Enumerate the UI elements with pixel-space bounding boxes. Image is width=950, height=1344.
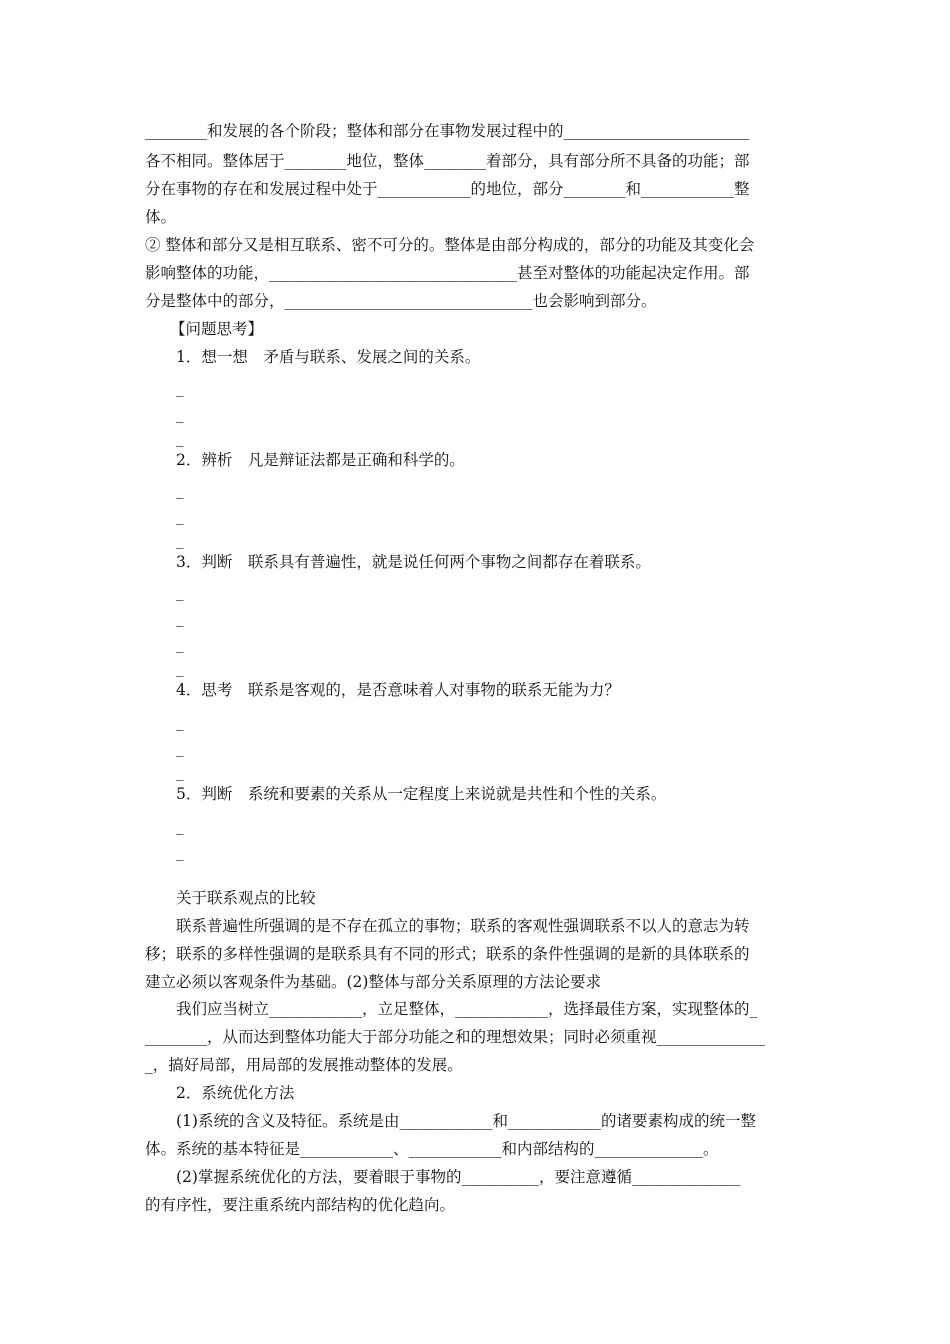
answer-blank: _ bbox=[176, 843, 184, 861]
text-line: ________，从而达到整体功能大于部分功能之和的理想效果；同时必须重视______________ bbox=[145, 1028, 766, 1046]
text-line: 影响整体的功能，________________________________甚至对整体的功能起决定作用。部 bbox=[145, 264, 750, 282]
text-line: 的有序性，要注重系统内部结构的优化趋向。 bbox=[145, 1196, 456, 1214]
answer-blank: _ bbox=[176, 405, 184, 423]
answer-blank: _ bbox=[176, 379, 184, 397]
answer-blank: _ bbox=[176, 713, 184, 731]
text-line: (1)系统的含义及特征。系统是由____________和____________的诸要素构成的统一整 bbox=[176, 1112, 756, 1130]
answer-blank: _ bbox=[176, 481, 184, 499]
text-line: 体。 bbox=[145, 208, 177, 226]
answer-blank: _ bbox=[176, 635, 184, 653]
questions-heading: 【问题思考】 bbox=[170, 320, 264, 338]
text-line: 分在事物的存在和发展过程中处于____________的地位，部分________和____________整 bbox=[145, 180, 750, 198]
text-line: 各不相同。整体居于________地位，整体________着部分，具有部分所不具备的功能；部 bbox=[145, 152, 750, 170]
text-line: 移；联系的多样性强调的是联系具有不同的形式；联系的条件性强调的是新的具体联系的 bbox=[145, 945, 750, 963]
text-line: 分是整体中的部分，________________________________也会影响到部分。 bbox=[145, 292, 657, 310]
question-5: 5．判断 系统和要素的关系从一定程度上来说就是共性和个性的关系。 bbox=[176, 785, 667, 803]
text-line: (2)掌握系统优化的方法，要着眼于事物的__________，要注意遵循______________ bbox=[176, 1168, 741, 1186]
answer-blank: _ bbox=[176, 531, 184, 549]
answer-blank: _ bbox=[176, 583, 184, 601]
answer-blank: _ bbox=[176, 763, 184, 781]
comparison-heading: 关于联系观点的比较 bbox=[176, 889, 316, 907]
answer-blank: _ bbox=[176, 659, 184, 677]
text-line: _，搞好局部，用局部的发展推动整体的发展。 bbox=[145, 1056, 463, 1074]
question-2: 2．辨析 凡是辩证法都是正确和科学的。 bbox=[176, 451, 465, 469]
answer-blank: _ bbox=[176, 429, 184, 447]
text-line: ________和发展的各个阶段；整体和部分在事物发展过程中的________________________ bbox=[145, 122, 750, 140]
answer-blank: _ bbox=[176, 507, 184, 525]
question-1: 1．想一想 矛盾与联系、发展之间的关系。 bbox=[176, 348, 481, 366]
answer-blank: _ bbox=[176, 739, 184, 757]
question-3: 3．判断 联系具有普遍性，就是说任何两个事物之间都存在着联系。 bbox=[176, 553, 651, 571]
text-line: 我们应当树立____________，立足整体，____________，选择最佳方案，实现整体的_ bbox=[176, 1000, 758, 1018]
system-heading: 2．系统优化方法 bbox=[176, 1084, 295, 1102]
answer-blank: _ bbox=[176, 817, 184, 835]
text-line: ② 整体和部分又是相互联系、密不可分的。整体是由部分构成的，部分的功能及其变化会 bbox=[145, 236, 755, 254]
text-line: 联系普遍性所强调的是不存在孤立的事物；联系的客观性强调联系不以人的意志为转 bbox=[176, 917, 750, 935]
text-line: 体。系统的基本特征是____________、____________和内部结构的______________。 bbox=[145, 1140, 719, 1158]
question-4: 4．思考 联系是客观的，是否意味着人对事物的联系无能为力？ bbox=[176, 681, 620, 699]
text-line: 建立必须以客观条件为基础。(2)整体与部分关系原理的方法论要求 bbox=[145, 973, 601, 991]
answer-blank: _ bbox=[176, 609, 184, 627]
